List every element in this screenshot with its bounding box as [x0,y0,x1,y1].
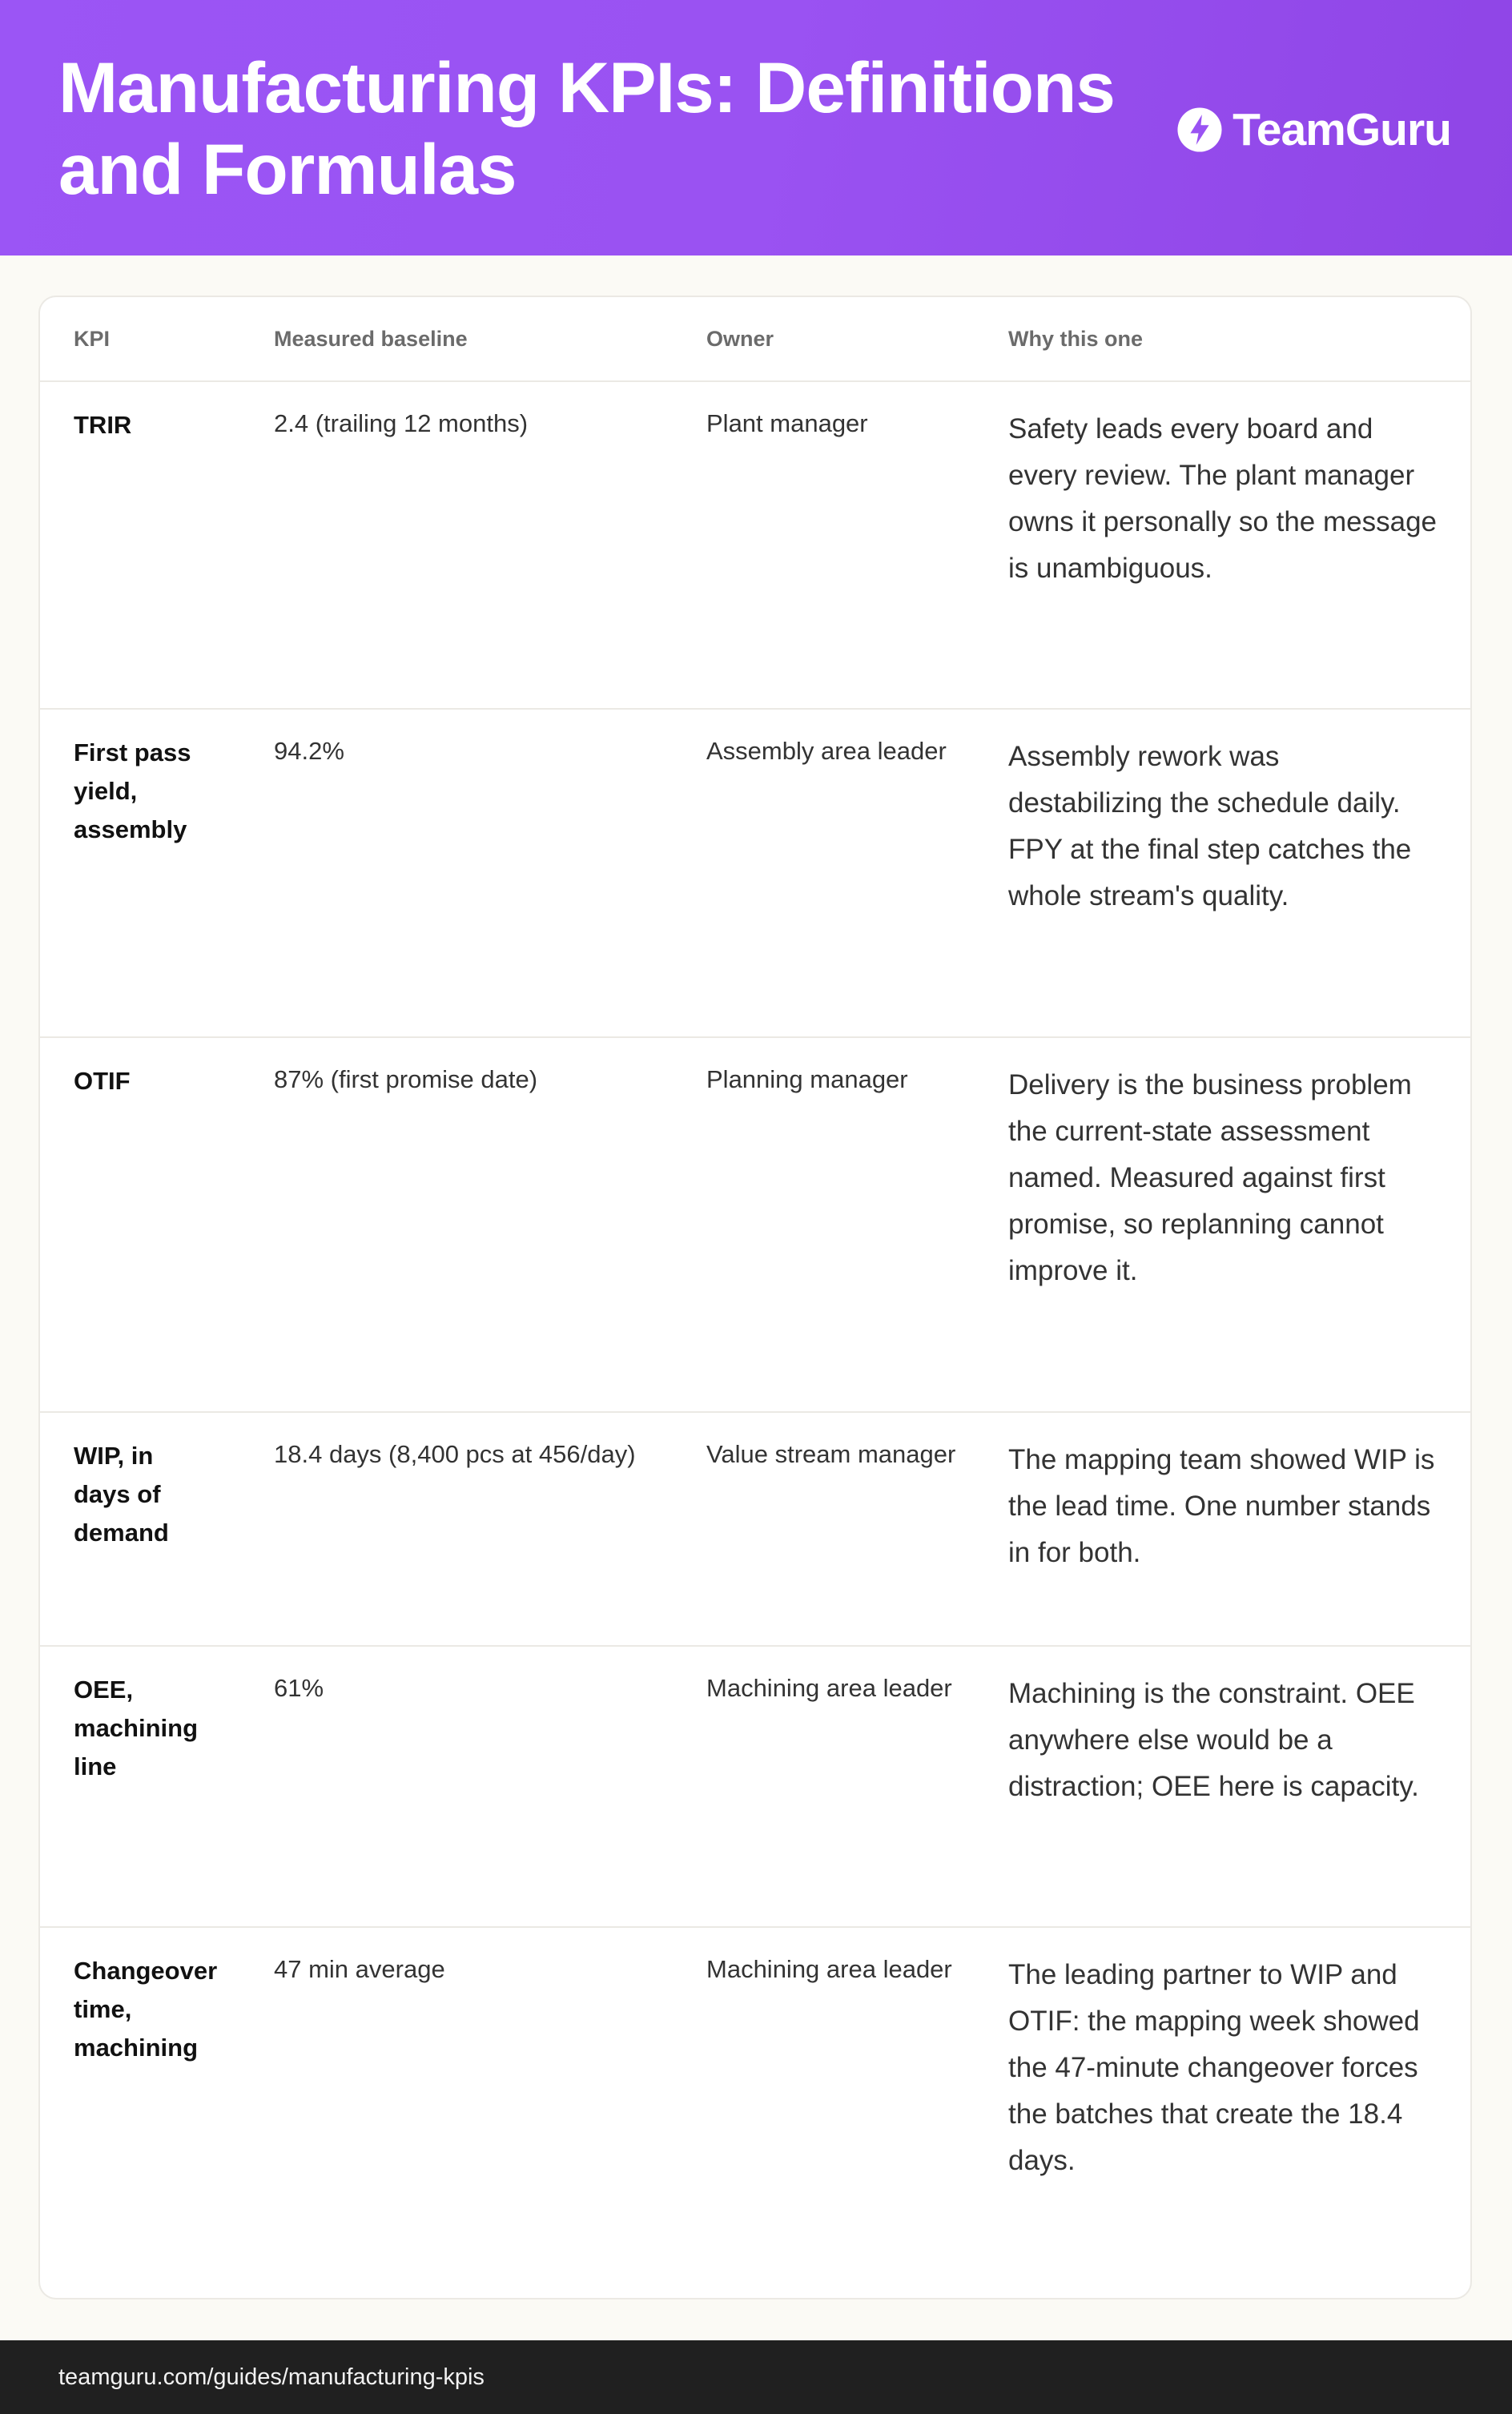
kpi-cell: Changeover time, machining [74,1957,218,2062]
table-row [40,1927,1470,2299]
baseline-cell: 61% [240,1646,673,1927]
baseline-cell: 47 min average [274,1955,445,1983]
kpi-table [40,297,1470,2299]
page-title: Manufacturing KPIs: Definitions and Formulas [58,47,1115,209]
column-header-baseline: Measured baseline [240,297,673,381]
teamguru-logo-icon [1176,107,1223,153]
owner-cell: Machining area leader [706,1955,952,1983]
kpi-cell: OTIF [40,1037,240,1412]
table-row [40,709,1470,1037]
column-header-why: Why this one [975,297,1470,381]
baseline-cell: 94.2% [240,709,673,1037]
brand-logo[interactable] [1176,106,1451,154]
column-header-owner: Owner [673,297,975,381]
owner-cell: Value stream manager [673,1412,975,1646]
kpi-table-card [38,296,1472,2299]
table-header-row [40,297,1470,381]
kpi-cell: First pass yield, assembly [40,709,240,1037]
table-row [40,381,1470,709]
why-cell: Assembly rework was destabilizing the schedule daily. FPY at the final step catches the whole stream's quality. [975,709,1470,1037]
owner-cell: Assembly area leader [673,709,975,1037]
kpi-cell: WIP, in days of demand [40,1412,240,1646]
table-row [40,1646,1470,1927]
baseline-cell: 2.4 (trailing 12 months) [240,381,673,709]
why-cell: Delivery is the business problem the current-state assessment named. Measured against first promise, so replanning cannot improve it. [975,1037,1470,1412]
why-cell: Machining is the constraint. OEE anywhere else would be a distraction; OEE here is capacity. [975,1646,1470,1927]
brand-name: TeamGuru [1233,104,1451,155]
kpi-cell: OEE, machining line [40,1646,240,1927]
footer-url-link[interactable]: teamguru.com/guides/manufacturing-kpis [58,2364,485,2390]
why-cell: The leading partner to WIP and OTIF: the mapping week showed the 47-minute changeover forces the batches that create the 18.4 days. [1008,1959,1420,2176]
baseline-cell: 87% (first promise date) [240,1037,673,1412]
table-row [40,1412,1470,1646]
table-row [40,1037,1470,1412]
kpi-cell: TRIR [40,381,240,709]
column-header-kpi: KPI [40,297,240,381]
owner-cell: Machining area leader [673,1646,975,1927]
why-cell: The mapping team showed WIP is the lead time. One number stands in for both. [975,1412,1470,1646]
owner-cell: Plant manager [673,381,975,709]
page-footer [0,2340,1512,2414]
why-cell: Safety leads every board and every review. The plant manager owns it personally so the message is unambiguous. [975,381,1470,709]
page-header [0,0,1512,255]
owner-cell: Planning manager [673,1037,975,1412]
baseline-cell: 18.4 days (8,400 pcs at 456/day) [240,1412,673,1646]
